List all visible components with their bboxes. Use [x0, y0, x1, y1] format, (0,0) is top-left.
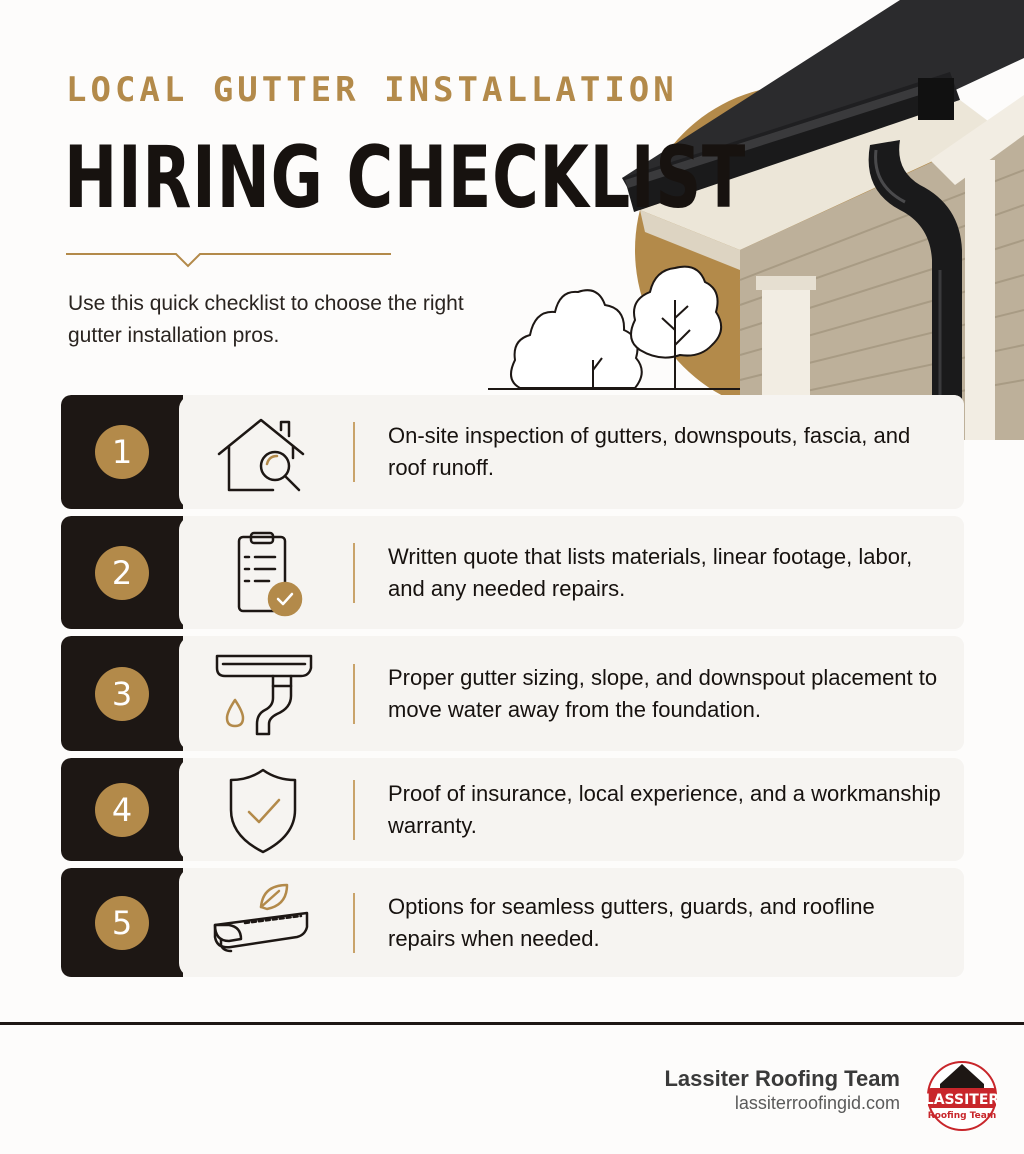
- item-text: Written quote that lists materials, linear footage, labor, and any needed repairs.: [388, 543, 913, 601]
- checklist-item: [61, 516, 964, 629]
- gutter-downspout-icon: [211, 650, 315, 738]
- checklist-item: [61, 868, 964, 977]
- separator: [353, 664, 355, 724]
- intro-text: Use this quick checklist to choose the right gutter installation pros.: [68, 292, 464, 347]
- item-text: Proper gutter sizing, slope, and downspout placement to move water away from the foundation.: [388, 664, 938, 722]
- item-text: Options for seamless gutters, guards, and roofline repairs when needed.: [388, 893, 875, 951]
- title-divider: [66, 248, 391, 270]
- footer-divider: [0, 1022, 1024, 1025]
- page-title: HIRING CHECKLIST: [64, 128, 747, 228]
- gutter-leaf-icon: [211, 879, 315, 967]
- item-number: 4: [95, 783, 149, 837]
- separator: [353, 422, 355, 482]
- house-search-icon: [211, 408, 315, 496]
- separator: [353, 543, 355, 603]
- item-number: 3: [95, 667, 149, 721]
- item-text: On-site inspection of gutters, downspouts, fascia, and roof runoff.: [388, 423, 911, 480]
- separator: [353, 893, 355, 953]
- item-number: 5: [95, 896, 149, 950]
- checklist-item: [61, 636, 964, 751]
- shield-check-icon: [211, 766, 315, 854]
- checklist-item: [61, 758, 964, 861]
- checklist: [61, 395, 964, 984]
- separator: [353, 780, 355, 840]
- item-number: 1: [95, 425, 149, 479]
- clipboard-check-icon: [211, 529, 315, 617]
- brand-name: Lassiter Roofing Team: [664, 1066, 900, 1091]
- item-number: 2: [95, 546, 149, 600]
- checklist-item: [61, 395, 964, 509]
- item-text: Proof of insurance, local experience, and a workmanship warranty.: [388, 780, 941, 838]
- logo-subtext: Roofing Team: [927, 1111, 997, 1121]
- eyebrow-heading: LOCAL GUTTER INSTALLATION: [66, 70, 678, 110]
- logo-text: LASSITER: [924, 1092, 1000, 1108]
- company-logo: [924, 1054, 1000, 1134]
- brand-url[interactable]: lassiterroofingid.com: [734, 1093, 900, 1113]
